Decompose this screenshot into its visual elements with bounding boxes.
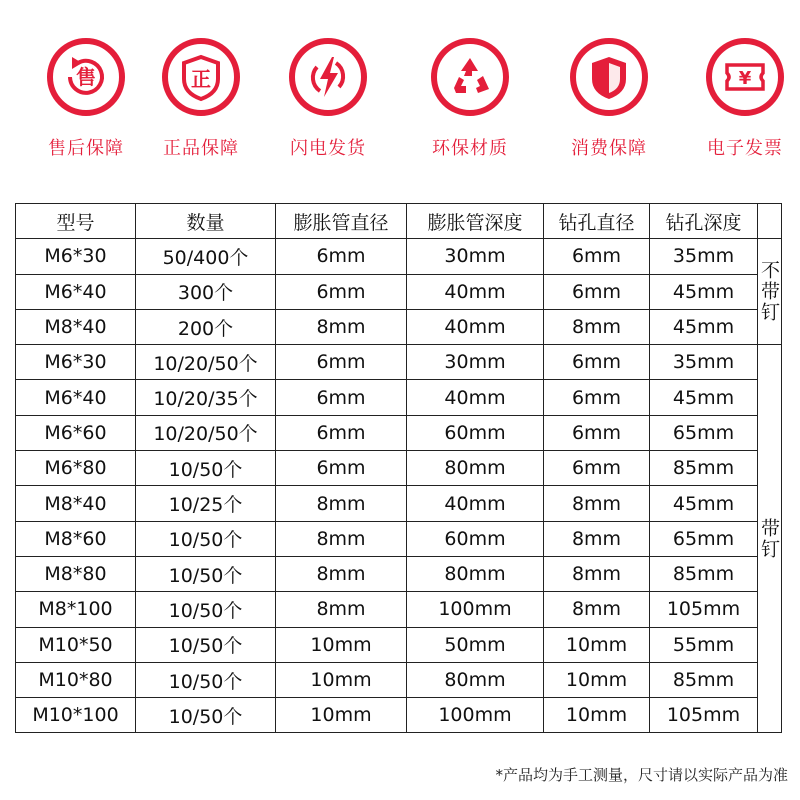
table-cell: M8*40 <box>16 309 136 344</box>
table-cell: 60mm <box>407 521 544 556</box>
header-drill-depth: 钻孔深度 <box>650 204 758 239</box>
table-cell: 10mm <box>276 698 407 733</box>
spec-table <box>15 203 782 733</box>
table-cell: 65mm <box>650 521 758 556</box>
badge-label: 正品保障 <box>163 138 239 159</box>
table-cell: 10mm <box>544 698 650 733</box>
table-cell: M10*50 <box>16 627 136 662</box>
table-cell: 50mm <box>407 627 544 662</box>
table-cell: 6mm <box>276 451 407 486</box>
table-cell: 85mm <box>650 451 758 486</box>
lightning-icon <box>289 38 367 116</box>
badge-genuine <box>146 38 256 160</box>
group-label: 不带钉 <box>758 239 782 345</box>
table-cell: M8*60 <box>16 521 136 556</box>
shield-icon <box>162 38 240 116</box>
table-cell: 85mm <box>650 556 758 591</box>
table-cell: 40mm <box>407 486 544 521</box>
table-cell: 80mm <box>407 662 544 697</box>
table-cell: M8*100 <box>16 592 136 627</box>
table-cell: M6*30 <box>16 345 136 380</box>
table-cell: 10/50个 <box>136 627 276 662</box>
table-cell: 10/50个 <box>136 662 276 697</box>
table-row <box>16 698 782 733</box>
table-cell: 45mm <box>650 380 758 415</box>
table-cell: 8mm <box>544 486 650 521</box>
table-cell: 10mm <box>544 662 650 697</box>
badge-glyph: 售 <box>76 65 96 89</box>
table-cell: 6mm <box>276 345 407 380</box>
table-header-row <box>16 204 782 239</box>
badge-fast-delivery <box>273 38 383 160</box>
table-cell: 105mm <box>650 698 758 733</box>
table-cell: M6*60 <box>16 415 136 450</box>
header-model: 型号 <box>16 204 136 239</box>
table-cell: 8mm <box>544 521 650 556</box>
table-cell: 8mm <box>544 592 650 627</box>
table-cell: 8mm <box>544 309 650 344</box>
table-cell: 10/25个 <box>136 486 276 521</box>
table-cell: 60mm <box>407 415 544 450</box>
table-cell: 8mm <box>276 309 407 344</box>
table-cell: 100mm <box>407 592 544 627</box>
table-cell: 8mm <box>276 592 407 627</box>
table-row <box>16 556 782 591</box>
table-cell: 6mm <box>544 345 650 380</box>
header-group-spacer <box>758 204 782 239</box>
table-cell: 40mm <box>407 309 544 344</box>
group-label: 带钉 <box>758 345 782 733</box>
table-cell: 35mm <box>650 239 758 274</box>
table-row <box>16 486 782 521</box>
table-row <box>16 415 782 450</box>
table-cell: 105mm <box>650 592 758 627</box>
table-cell: 10mm <box>276 627 407 662</box>
table-cell: 6mm <box>276 274 407 309</box>
table-row <box>16 274 782 309</box>
shield-icon <box>570 38 648 116</box>
badge-label: 环保材质 <box>432 138 508 159</box>
table-cell: 50/400个 <box>136 239 276 274</box>
table-cell: 80mm <box>407 451 544 486</box>
table-cell: 6mm <box>544 451 650 486</box>
table-cell: 6mm <box>544 415 650 450</box>
table-cell: 10/50个 <box>136 556 276 591</box>
table-cell: 10/20/35个 <box>136 380 276 415</box>
table-cell: 40mm <box>407 380 544 415</box>
badge-label: 电子发票 <box>707 138 783 159</box>
header-drill-diameter: 钻孔直径 <box>544 204 650 239</box>
badge-glyph: ¥ <box>738 68 752 89</box>
table-cell: 30mm <box>407 345 544 380</box>
table-cell: M8*40 <box>16 486 136 521</box>
ticket-icon <box>706 38 784 116</box>
table-cell: 200个 <box>136 309 276 344</box>
table-cell: 80mm <box>407 556 544 591</box>
table-cell: 30mm <box>407 239 544 274</box>
table-row <box>16 345 782 380</box>
badge-label: 闪电发货 <box>290 138 366 159</box>
table-cell: M10*100 <box>16 698 136 733</box>
table-cell: 6mm <box>544 274 650 309</box>
table-cell: 10mm <box>544 627 650 662</box>
table-cell: 8mm <box>276 556 407 591</box>
table-cell: 10/50个 <box>136 592 276 627</box>
table-cell: M6*40 <box>16 274 136 309</box>
badge-e-invoice <box>690 38 800 160</box>
table-cell: 6mm <box>276 239 407 274</box>
refresh-arrow-icon <box>47 38 125 116</box>
table-cell: 10/20/50个 <box>136 415 276 450</box>
header-tube-depth: 膨胀管深度 <box>407 204 544 239</box>
badge-after-sales <box>31 38 141 160</box>
table-cell: 300个 <box>136 274 276 309</box>
table-cell: 8mm <box>544 556 650 591</box>
table-cell: 6mm <box>544 239 650 274</box>
table-cell: 6mm <box>276 380 407 415</box>
table-cell: 85mm <box>650 662 758 697</box>
table-row <box>16 451 782 486</box>
table-cell: 10/20/50个 <box>136 345 276 380</box>
table-cell: 10/50个 <box>136 698 276 733</box>
table-cell: M8*80 <box>16 556 136 591</box>
table-cell: M6*40 <box>16 380 136 415</box>
table-cell: 8mm <box>276 486 407 521</box>
table-cell: 45mm <box>650 274 758 309</box>
footnote: *产品均为手工测量，尺寸请以实际产品为准 <box>495 766 788 784</box>
header-tube-diameter: 膨胀管直径 <box>276 204 407 239</box>
table-cell: 10mm <box>276 662 407 697</box>
service-badges <box>0 0 800 175</box>
table-row <box>16 239 782 274</box>
table-cell: 100mm <box>407 698 544 733</box>
table-row <box>16 521 782 556</box>
table-cell: 55mm <box>650 627 758 662</box>
table-cell: 40mm <box>407 274 544 309</box>
badge-label: 售后保障 <box>48 138 124 159</box>
badge-glyph: 正 <box>191 67 211 91</box>
table-row <box>16 309 782 344</box>
badge-label: 消费保障 <box>571 138 647 159</box>
badge-eco-material <box>415 38 525 160</box>
table-cell: M6*30 <box>16 239 136 274</box>
table-cell: 35mm <box>650 345 758 380</box>
table-cell: 10/50个 <box>136 521 276 556</box>
table-cell: M10*80 <box>16 662 136 697</box>
header-quantity: 数量 <box>136 204 276 239</box>
table-row <box>16 592 782 627</box>
table-row <box>16 380 782 415</box>
table-cell: 6mm <box>276 415 407 450</box>
table-cell: 45mm <box>650 309 758 344</box>
table-cell: 45mm <box>650 486 758 521</box>
table-cell: 65mm <box>650 415 758 450</box>
table-cell: 10/50个 <box>136 451 276 486</box>
table-cell: 8mm <box>276 521 407 556</box>
badge-consumer-protection <box>554 38 664 160</box>
recycle-icon <box>431 38 509 116</box>
table-cell: 6mm <box>544 380 650 415</box>
table-cell: M6*80 <box>16 451 136 486</box>
table-row <box>16 662 782 697</box>
table-row <box>16 627 782 662</box>
